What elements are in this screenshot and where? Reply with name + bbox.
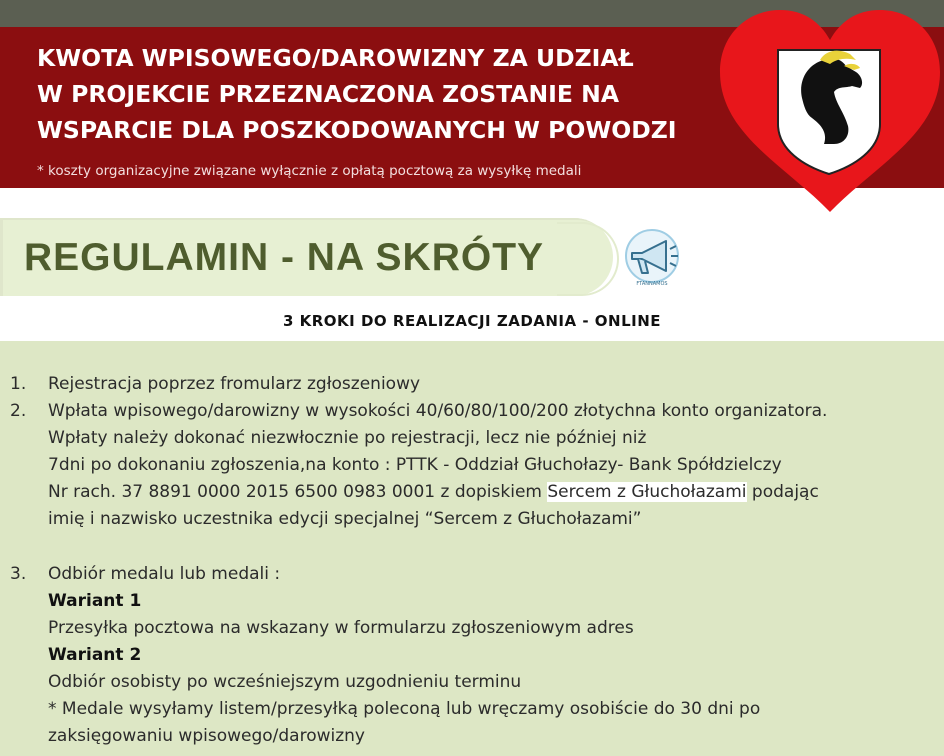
steps-subtitle: 3 KROKI DO REALIZACJI ZADANIA - ONLINE bbox=[282, 312, 662, 330]
banner-title-line-1: KWOTA WPISOWEGO/DAROWIZNY ZA UDZIAŁ bbox=[37, 44, 634, 72]
variant-1-text: Przesyłka pocztowa na wskazany w formularzu zgłoszeniowym adres bbox=[48, 618, 634, 638]
step-text: Wpłata wpisowego/darowizny w wysokości 40/60/80/100/200 złotychna konto organizatora. bbox=[48, 401, 828, 421]
megaphone-icon bbox=[622, 229, 682, 287]
banner-title-line-3: WSPARCIE DLA POSZKODOWANYCH W POWODZI bbox=[37, 116, 677, 144]
account-prefix: Nr rach. 37 8891 0000 2015 6500 0983 0001 z dopiskiem bbox=[48, 482, 548, 502]
step-text: Wpłaty należy dokonać niezwłocznie po rejestracji, lecz nie później niż bbox=[48, 428, 647, 448]
megaphone-caption: FTANNAMOS bbox=[636, 281, 668, 287]
banner-note: * koszty organizacyjne związane wyłącznie z opłatą pocztową za wysyłkę medali bbox=[37, 163, 582, 179]
step-text: Rejestracja poprzez fromularz zgłoszeniowy bbox=[48, 374, 421, 394]
step-number: 1. bbox=[10, 374, 27, 394]
banner-title-line-2: W PROJEKCIE PRZEZNACZONA ZOSTANIE NA bbox=[37, 80, 620, 108]
variant-2-text: Odbiór osobisty po wcześniejszym uzgodnieniu terminu bbox=[48, 672, 522, 692]
account-line bbox=[48, 482, 819, 502]
step-number: 3. bbox=[10, 564, 27, 584]
account-suffix: podając bbox=[746, 482, 819, 502]
step-text: Odbiór medalu lub medali : bbox=[48, 564, 281, 584]
heart-crest-icon bbox=[716, 6, 944, 214]
banner-title bbox=[37, 40, 737, 148]
variant-1-label: Wariant 1 bbox=[48, 591, 142, 611]
step-text: imię i nazwisko uczestnika edycji specjalnej “Sercem z Głuchołazami” bbox=[48, 509, 642, 529]
transfer-title-highlight: Sercem z Głuchołazami bbox=[547, 482, 747, 502]
step-number: 2. bbox=[10, 401, 27, 421]
step-text: 7dni po dokonaniu zgłoszenia,na konto : PTTK - Oddział Głuchołazy- Bank Spółdzielczy bbox=[48, 455, 782, 475]
variant-2-label: Wariant 2 bbox=[48, 645, 142, 665]
section-title: REGULAMIN - NA SKRÓTY bbox=[24, 236, 545, 279]
delivery-note: zaksięgowaniu wpisowego/darowizny bbox=[48, 726, 365, 746]
delivery-note: * Medale wysyłamy listem/przesyłką poleconą lub wręczamy osobiście do 30 dni po bbox=[48, 699, 761, 719]
